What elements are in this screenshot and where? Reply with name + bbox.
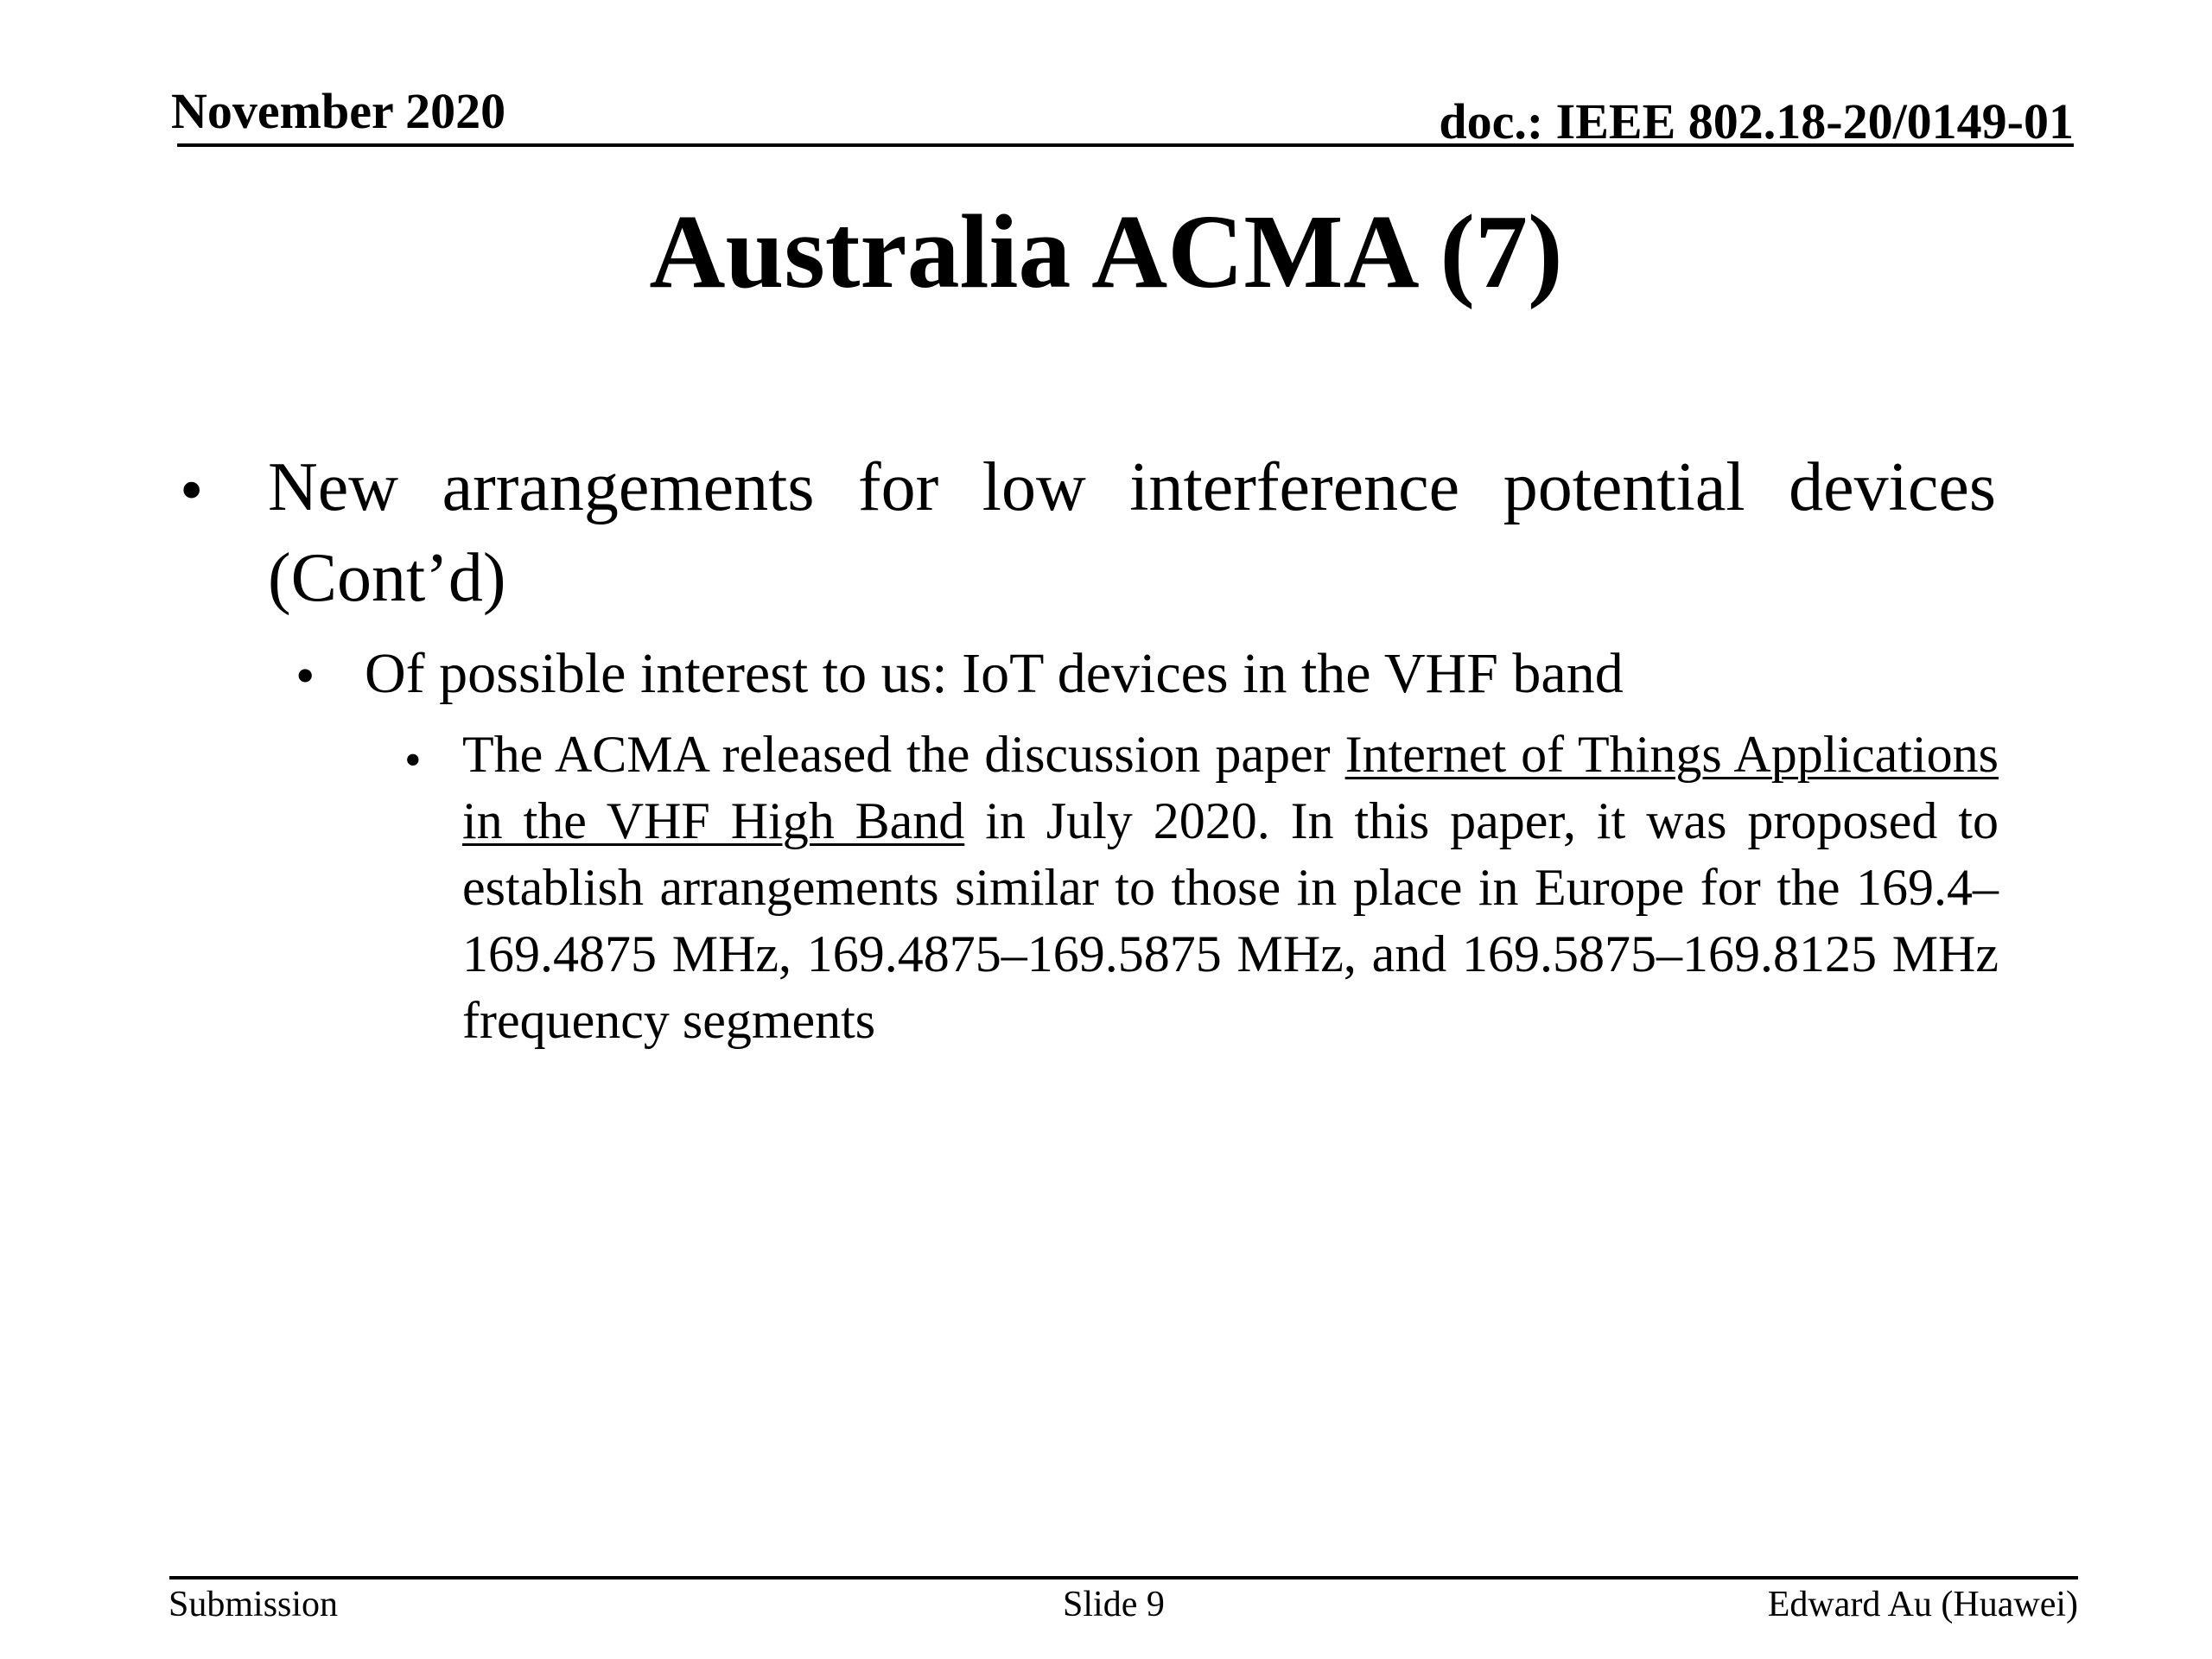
header-doc-id: doc.: IEEE 802.18-20/0149-01 xyxy=(1439,93,2074,149)
header-divider xyxy=(177,143,2074,147)
bullet-text-suffix: in July 2020. In this paper, it was proposed to establish arrangements similar to those in place in Europe for the 169.4–169.4875 MHz, 169.4875–169.5875 MHz, and 169.5875–169.8125 MHz frequency segments xyxy=(462,792,1999,1049)
footer-slide-number: Slide 9 xyxy=(1063,1585,1165,1624)
bullet-dot-icon: • xyxy=(180,452,204,527)
bullet-text: New arrangements for low interference potential devices (Cont’d) xyxy=(268,449,1996,616)
bullet-text: Of possible interest to us: IoT devices in the VHF band xyxy=(365,642,1624,705)
footer-divider xyxy=(169,1576,2078,1580)
paper-link[interactable]: Internet of Things Applications in the VHF High Band xyxy=(462,726,1999,849)
slide-title: Australia ACMA (7) xyxy=(649,194,1563,310)
footer-submission: Submission xyxy=(168,1585,339,1624)
bullet-dot-icon: • xyxy=(296,645,315,706)
footer-author: Edward Au (Huawei) xyxy=(1767,1585,2078,1624)
bullet-text-prefix: The ACMA released the discussion paper xyxy=(462,726,1345,783)
bullet-text xyxy=(462,721,1999,1054)
header-date: November 2020 xyxy=(171,83,506,139)
bullet-dot-icon: • xyxy=(404,734,422,787)
